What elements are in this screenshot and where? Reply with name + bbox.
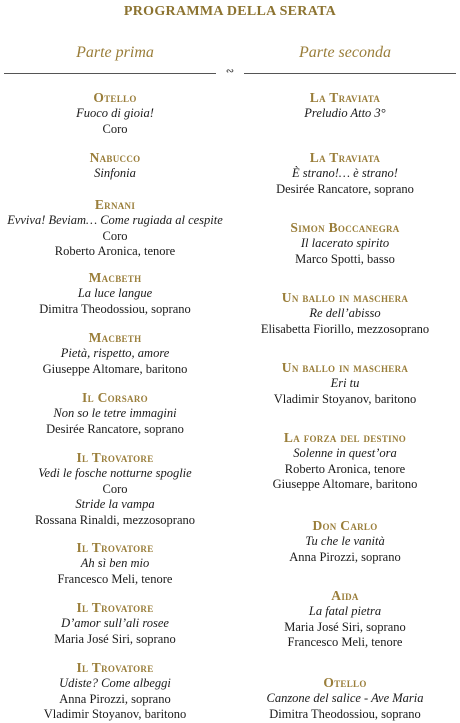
aria-title: Stride la vampa xyxy=(75,497,155,511)
opera-title: Aida xyxy=(331,588,359,603)
divider-ornament-icon: ∾ xyxy=(225,66,235,77)
program-item xyxy=(0,540,230,587)
opera-title: Il Trovatore xyxy=(76,660,154,675)
program-item xyxy=(0,150,230,182)
opera-title: Il Corsaro xyxy=(82,390,148,405)
opera-title: Otello xyxy=(93,90,137,105)
opera-title: Il Trovatore xyxy=(76,600,154,615)
program-item xyxy=(0,90,230,137)
opera-title: Don Carlo xyxy=(312,518,378,533)
opera-title: Un ballo in maschera xyxy=(281,290,409,305)
performer-line: Marco Spotti, basso xyxy=(295,251,395,266)
aria-title: Re dell’abisso xyxy=(309,306,381,320)
performer-line: Desirée Rancatore, soprano xyxy=(276,181,414,196)
aria-title: D’amor sull’ali rosee xyxy=(61,616,169,630)
part-two-heading: Parte seconda xyxy=(299,44,391,61)
performer-line: Roberto Aronica, tenore xyxy=(284,461,406,476)
aria-title: Non so le tetre immagini xyxy=(53,406,177,420)
opera-title: La forza del destino xyxy=(283,430,407,445)
opera-title: Macbeth xyxy=(88,270,142,285)
aria-title: Tu che le vanità xyxy=(305,534,385,548)
performer-line: Anna Pirozzi, soprano xyxy=(59,691,171,706)
performer-line: Maria José Siri, soprano xyxy=(284,619,406,634)
opera-title: Il Trovatore xyxy=(76,540,154,555)
program-item xyxy=(0,600,230,647)
performer-line: Dimitra Theodossiou, soprano xyxy=(39,301,191,316)
program-item xyxy=(230,90,460,122)
page-title: PROGRAMMA DELLA SERATA xyxy=(123,4,337,19)
aria-title: La fatal pietra xyxy=(308,604,382,618)
aria-title: Sinfonia xyxy=(94,166,136,180)
performer-line: Elisabetta Fiorillo, mezzosoprano xyxy=(260,321,430,336)
program-item xyxy=(230,518,460,565)
performer-line: Francesco Meli, tenore xyxy=(287,635,403,649)
performer-line: Maria José Siri, soprano xyxy=(54,631,176,646)
performer-line: Desirée Rancatore, soprano xyxy=(46,421,184,436)
program-item xyxy=(0,660,230,723)
program-item xyxy=(230,220,460,267)
program-item xyxy=(0,270,230,317)
performer-line: Coro xyxy=(102,228,128,243)
aria-title: Solenne in quest’ora xyxy=(293,446,397,460)
performer-line: Coro xyxy=(102,481,128,496)
program-item xyxy=(230,290,460,337)
performer-line: Giuseppe Altomare, baritono xyxy=(42,361,188,376)
aria-title: Pietà, rispetto, amore xyxy=(60,346,170,360)
aria-title: Fuoco di gioia! xyxy=(76,106,154,120)
aria-title: Canzone del salice - Ave Maria xyxy=(266,691,424,705)
opera-title: La Traviata xyxy=(309,150,381,165)
program-item xyxy=(230,150,460,197)
divider-left xyxy=(4,73,216,74)
opera-title: La Traviata xyxy=(309,90,381,105)
opera-title: Nabucco xyxy=(89,150,141,165)
opera-title: Otello xyxy=(323,675,367,690)
aria-title: Vedi le fosche notturne spoglie xyxy=(38,466,192,480)
aria-title: Ah sì ben mio xyxy=(80,556,150,570)
aria-title: Udiste? Come albeggi xyxy=(59,676,171,690)
performer-line: Anna Pirozzi, soprano xyxy=(289,549,401,564)
aria-title: Evviva! Beviam… Come rugiada al cespite xyxy=(7,213,223,227)
program-item xyxy=(0,330,230,377)
performer-line: Rossana Rinaldi, mezzosoprano xyxy=(34,512,196,527)
performer-line: Roberto Aronica, tenore xyxy=(54,244,176,258)
opera-title: Simon Boccanegra xyxy=(290,220,400,235)
opera-title: Un ballo in maschera xyxy=(281,360,409,375)
opera-title: Macbeth xyxy=(88,330,142,345)
program-item xyxy=(0,197,230,260)
part-one-heading: Parte prima xyxy=(76,44,154,61)
opera-title: Il Trovatore xyxy=(76,450,154,465)
performer-line: Giuseppe Altomare, baritono xyxy=(272,477,418,491)
divider-right xyxy=(244,73,456,74)
program-item xyxy=(0,450,230,528)
aria-title: Il lacerato spirito xyxy=(300,236,390,250)
opera-title: Ernani xyxy=(94,197,136,212)
program-item xyxy=(230,588,460,651)
performer-line: Vladimir Stoyanov, baritono xyxy=(43,707,187,721)
program-item xyxy=(230,430,460,493)
performer-line: Coro xyxy=(102,121,128,136)
program-item xyxy=(230,675,460,722)
performer-line: Dimitra Theodossiou, soprano xyxy=(269,706,421,721)
aria-title: La luce langue xyxy=(77,286,153,300)
aria-title: È strano!… è strano! xyxy=(292,166,398,180)
performer-line: Francesco Meli, tenore xyxy=(57,571,173,586)
aria-title: Preludio Atto 3° xyxy=(304,106,386,120)
program-item xyxy=(230,360,460,407)
performer-line: Vladimir Stoyanov, baritono xyxy=(273,391,417,406)
aria-title: Eri tu xyxy=(330,376,360,390)
program-item xyxy=(0,390,230,437)
